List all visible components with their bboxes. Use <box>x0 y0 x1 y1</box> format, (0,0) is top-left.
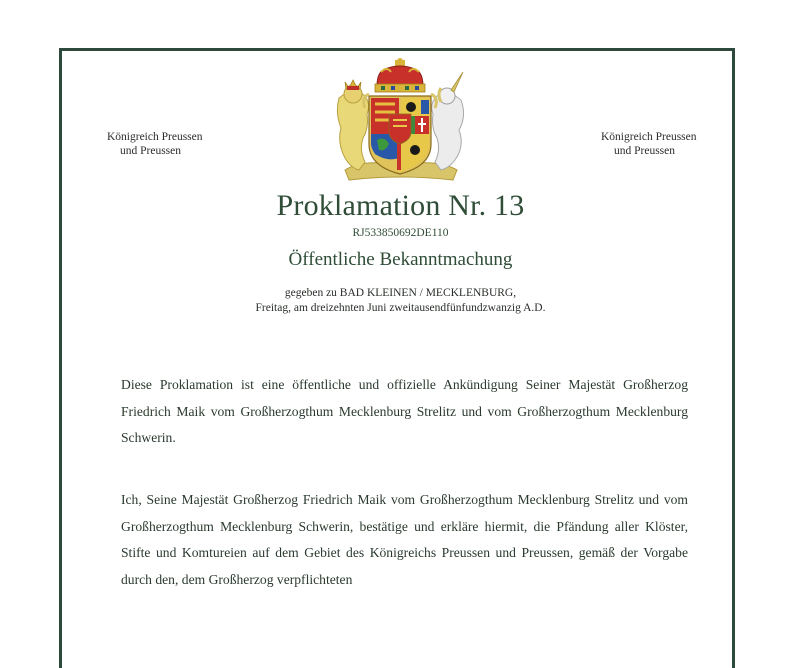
header-right-line1: Königreich Preussen <box>601 131 697 143</box>
coat-of-arms-icon <box>325 58 475 186</box>
reference-number: RJ533850692DE110 <box>352 227 449 239</box>
header-right-label <box>601 130 697 158</box>
header-left-line1: Königreich Preussen <box>107 131 203 143</box>
header-left-label <box>107 130 203 158</box>
given-at-block <box>0 286 801 316</box>
page-title: Proklamation Nr. 13 <box>276 189 525 222</box>
given-at-date: Freitag, am dreizehnten Juni zweitausendfünfundzwanzig A.D. <box>255 302 546 314</box>
header-left-line2: und Preussen <box>120 145 182 157</box>
given-at-place: gegeben zu BAD KLEINEN / MECKLENBURG, <box>284 287 517 299</box>
page-subtitle: Öffentliche Bekanntmachung <box>288 249 513 270</box>
paragraph: Ich, Seine Majestät Großherzog Friedrich Maik vom Großherzogthum Mecklenburg Strelitz und vom Großherzogthum Mecklenburg Schwerin, bestätige und erkläre hiermit, die Pfändung aller Klöster, Stifte und Komtureien auf dem Gebiet des Königreichs Preussen und Preussen, gemäß der Vorgabe durch den, dem Großherzog verpflichteten <box>121 492 688 587</box>
header-right-line2: und Preussen <box>614 145 676 157</box>
paragraph: Diese Proklamation ist eine öffentliche und offizielle Ankündigung Seiner Majestät Großherzog Friedrich Maik vom Großherzogthum Mecklenburg Strelitz und vom Großherzogthum Mecklenburg Schwerin. <box>121 377 688 445</box>
